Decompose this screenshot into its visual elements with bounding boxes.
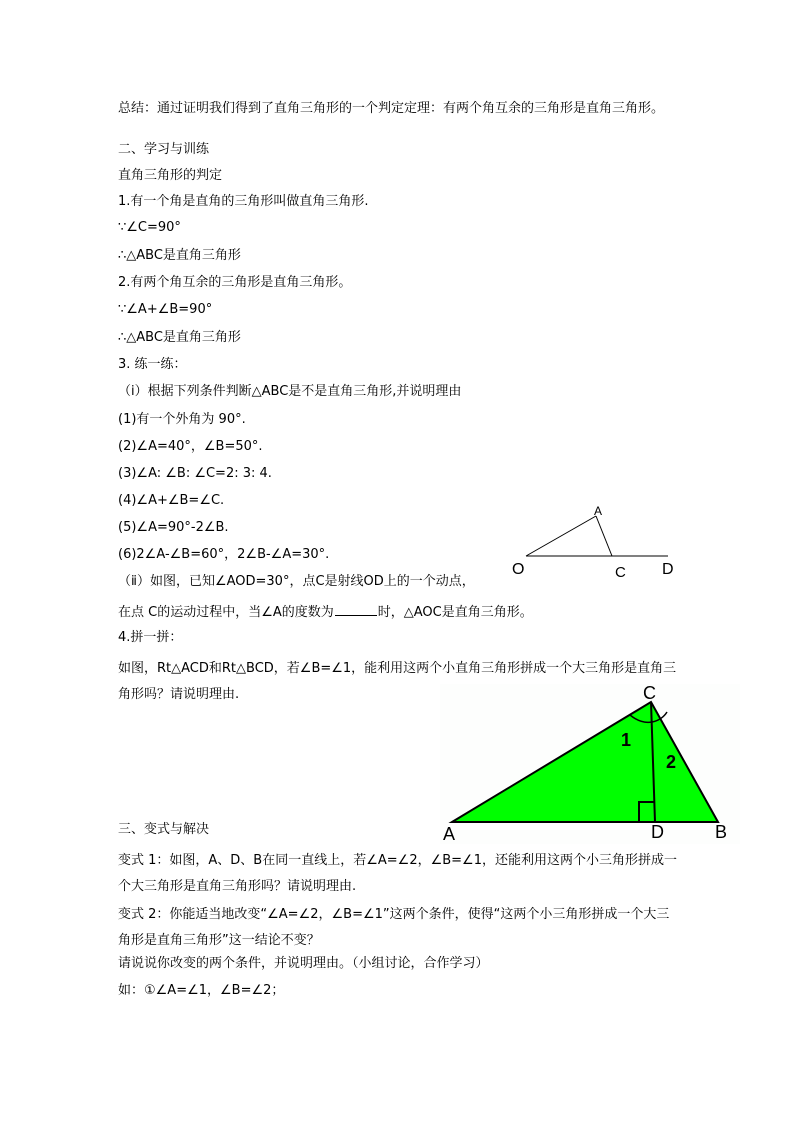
- condition-4: (4)∠A+∠B=∠C.: [118, 493, 225, 508]
- answer-blank[interactable]: [335, 603, 377, 616]
- label-angle-1: 1: [621, 730, 632, 750]
- variant-1: 变式 1：如图，A、D、B在同一直线上，若∠A=∠2，∠B=∠1，还能利用这两个小三角形拼成一个大三角形是直角三角形吗？请说明理由.: [118, 853, 677, 894]
- subtitle: 直角三角形的判定: [118, 168, 223, 183]
- discussion-text: 请说说你改变的两个条件，并说明理由。（小组讨论，合作学习）: [118, 956, 489, 971]
- label-d: D: [662, 561, 674, 578]
- label-a: A: [443, 824, 456, 844]
- definition-2: 2.有两个角互余的三角形是直角三角形。: [118, 275, 352, 290]
- variant-2: 变式 2：你能适当地改变“∠A=∠2，∠B=∠1”这两个条件，使得“这两个小三角形拼成一个大三角形是直角三角形”这一结论不变？: [118, 907, 670, 948]
- question-1: （ⅰ）根据下列条件判断△ABC是不是直角三角形,并说明理由: [118, 384, 462, 399]
- question-2-part-a: （ⅱ）如图，已知∠AOD=30°，点C是射线OD上的一个动点，: [118, 574, 475, 589]
- condition-5: (5)∠A=90°-2∠B.: [118, 520, 229, 535]
- condition-1: (1)有一个外角为 90°.: [118, 412, 246, 427]
- because-2: ∵∠A+∠B=90°: [118, 302, 213, 317]
- label-o: O: [512, 561, 525, 578]
- segment-oa: [526, 516, 596, 556]
- segment-ac: [596, 516, 612, 556]
- label-angle-2: 2: [666, 752, 677, 772]
- q2b-prefix: 在点 C的运动过程中，当∠A的度数为: [118, 605, 334, 620]
- definition-1: 1.有一个角是直角的三角形叫做直角三角形.: [118, 194, 369, 209]
- therefore-2: ∴△ABC是直角三角形: [118, 330, 241, 345]
- label-c: C: [643, 684, 656, 703]
- example-text: 如：①∠A=∠1，∠B=∠2；: [118, 983, 285, 998]
- label-b: B: [715, 822, 728, 842]
- figure-angle-aod: [508, 498, 688, 582]
- q2b-suffix: 时，△AOC是直角三角形。: [377, 605, 533, 620]
- condition-6: (6)2∠A-∠B=60°，2∠B-∠A=30°.: [118, 547, 330, 562]
- question-2-part-b: [118, 603, 533, 621]
- label-d: D: [651, 822, 664, 842]
- because-1: ∵∠C=90°: [118, 220, 181, 235]
- label-c: C: [615, 564, 626, 581]
- section-heading-3: 三、变式与解决: [118, 822, 210, 837]
- section-heading-2: 二、学习与训练: [118, 142, 210, 157]
- figure-right-triangles: [440, 684, 740, 844]
- puzzle-heading: 4.拼一拼：: [118, 630, 183, 645]
- condition-3: (3)∠A: ∠B: ∠C=2: 3: 4.: [118, 466, 272, 481]
- practice-heading: 3. 练一练：: [118, 357, 187, 372]
- therefore-1: ∴△ABC是直角三角形: [118, 248, 241, 263]
- summary-text: 总结：通过证明我们得到了直角三角形的一个判定定理：有两个角互余的三角形是直角三角形。: [118, 101, 665, 116]
- condition-2: (2)∠A=40°，∠B=50°.: [118, 439, 263, 454]
- label-a: A: [594, 504, 603, 518]
- puzzle-text: 如图，Rt△ACD和Rt△BCD，若∠B=∠1，能利用这两个小直角三角形拼成一个大三角形是直角三角形吗？请说明理由.: [118, 661, 677, 702]
